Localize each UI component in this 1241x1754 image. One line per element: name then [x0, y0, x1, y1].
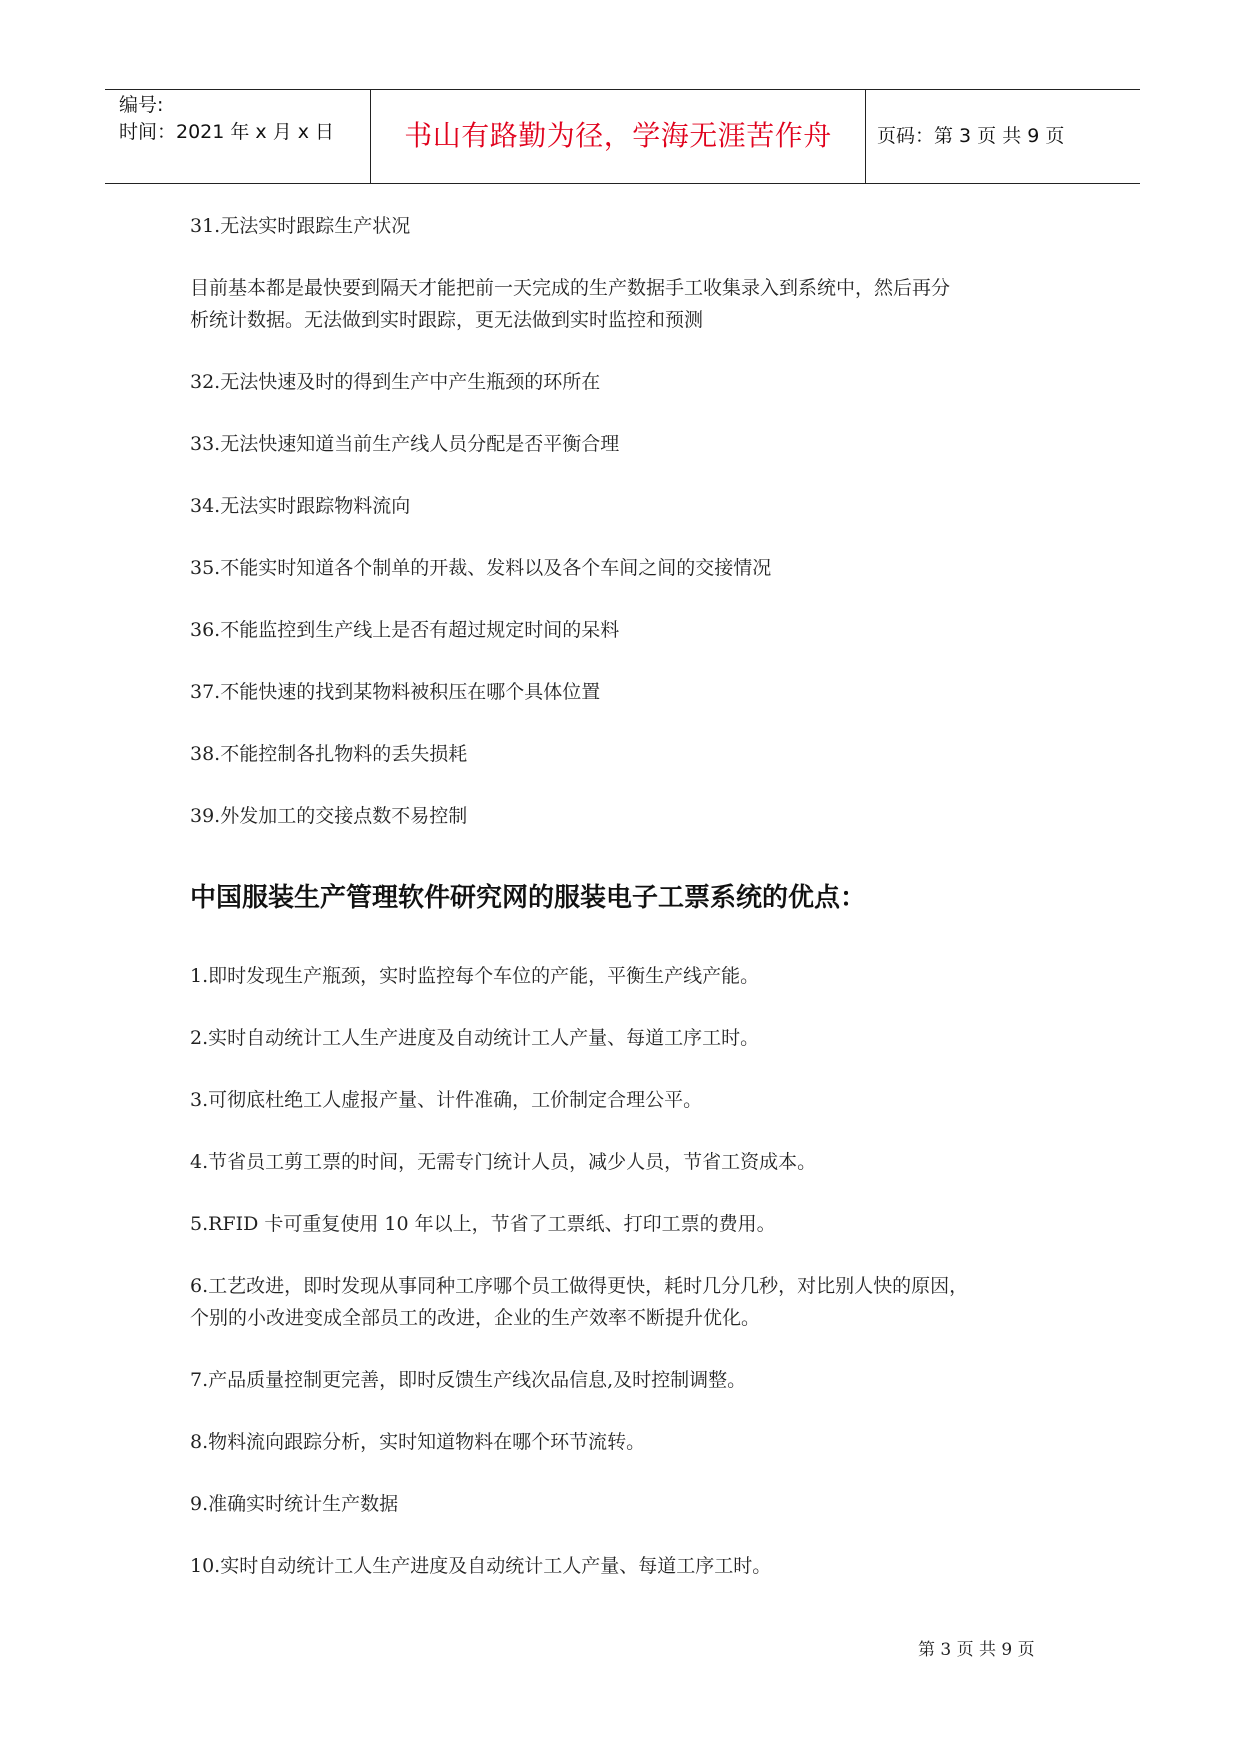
advantage-item-3: 3.可彻底杜绝工人虚报产量、计件准确，工价制定合理公平。: [190, 1089, 703, 1111]
header-page-info: 页码：第 3 页 共 9 页: [877, 125, 1065, 147]
advantage-item-2: 2.实时自动统计工人生产进度及自动统计工人产量、每道工序工时。: [190, 1027, 760, 1049]
advantage-item-1: 1.即时发现生产瓶颈，实时监控每个车位的产能，平衡生产线产能。: [190, 965, 760, 987]
advantage-item-6-line-2: 个别的小改进变成全部员工的改进，企业的生产效率不断提升优化。: [190, 1307, 761, 1329]
paragraph-item-32: 32.无法快速及时的得到生产中产生瓶颈的环所在: [190, 371, 601, 393]
header-page-cell: [867, 90, 1140, 183]
paragraph-item-37: 37.不能快速的找到某物料被积压在哪个具体位置: [190, 681, 601, 703]
paragraph-description-line-1: 目前基本都是最快要到隔天才能把前一天完成的生产数据手工收集录入到系统中，然后再分: [190, 277, 951, 299]
header-meta-cell: [105, 90, 371, 183]
advantage-item-9: 9.准确实时统计生产数据: [190, 1493, 399, 1515]
paragraph-item-39: 39.外发加工的交接点数不易控制: [190, 805, 468, 827]
advantage-item-4: 4.节省员工剪工票的时间，无需专门统计人员，减少人员，节省工资成本。: [190, 1151, 817, 1173]
paragraph-item-38: 38.不能控制各扎物料的丢失损耗: [190, 743, 468, 765]
paragraph-item-34: 34.无法实时跟踪物料流向: [190, 495, 411, 517]
paragraph-item-36: 36.不能监控到生产线上是否有超过规定时间的呆料: [190, 619, 620, 641]
advantage-item-6-line-1: 6.工艺改进，即时发现从事同种工序哪个员工做得更快，耗时几分几秒，对比别人快的原因，: [190, 1275, 969, 1297]
paragraph-item-33: 33.无法快速知道当前生产线人员分配是否平衡合理: [190, 433, 620, 455]
advantage-item-8: 8.物料流向跟踪分析，实时知道物料在哪个环节流转。: [190, 1431, 646, 1453]
page-header: [105, 89, 1140, 184]
paragraph-item-35: 35.不能实时知道各个制单的开裁、发料以及各个车间之间的交接情况: [190, 557, 772, 579]
advantage-item-10: 10.实时自动统计工人生产进度及自动统计工人产量、每道工序工时。: [190, 1555, 772, 1577]
header-slogan-cell: [371, 90, 866, 183]
advantage-item-5: 5.RFID 卡可重复使用 10 年以上，节省了工票纸、打印工票的费用。: [190, 1213, 776, 1235]
section-heading: 中国服装生产管理软件研究网的服装电子工票系统的优点：: [190, 883, 867, 913]
paragraph-item-31: 31.无法实时跟踪生产状况: [190, 215, 411, 237]
document-number-label: 编号:: [119, 94, 164, 116]
page-footer: 第 3 页 共 9 页: [918, 1640, 1035, 1660]
advantage-item-7: 7.产品质量控制更完善，即时反馈生产线次品信息,及时控制调整。: [190, 1369, 747, 1391]
header-slogan: 书山有路勤为径，学海无涯苦作舟: [404, 119, 832, 152]
paragraph-description-line-2: 析统计数据。无法做到实时跟踪，更无法做到实时监控和预测: [190, 309, 704, 331]
document-time-label: 时间：2021 年 x 月 x 日: [119, 121, 335, 143]
